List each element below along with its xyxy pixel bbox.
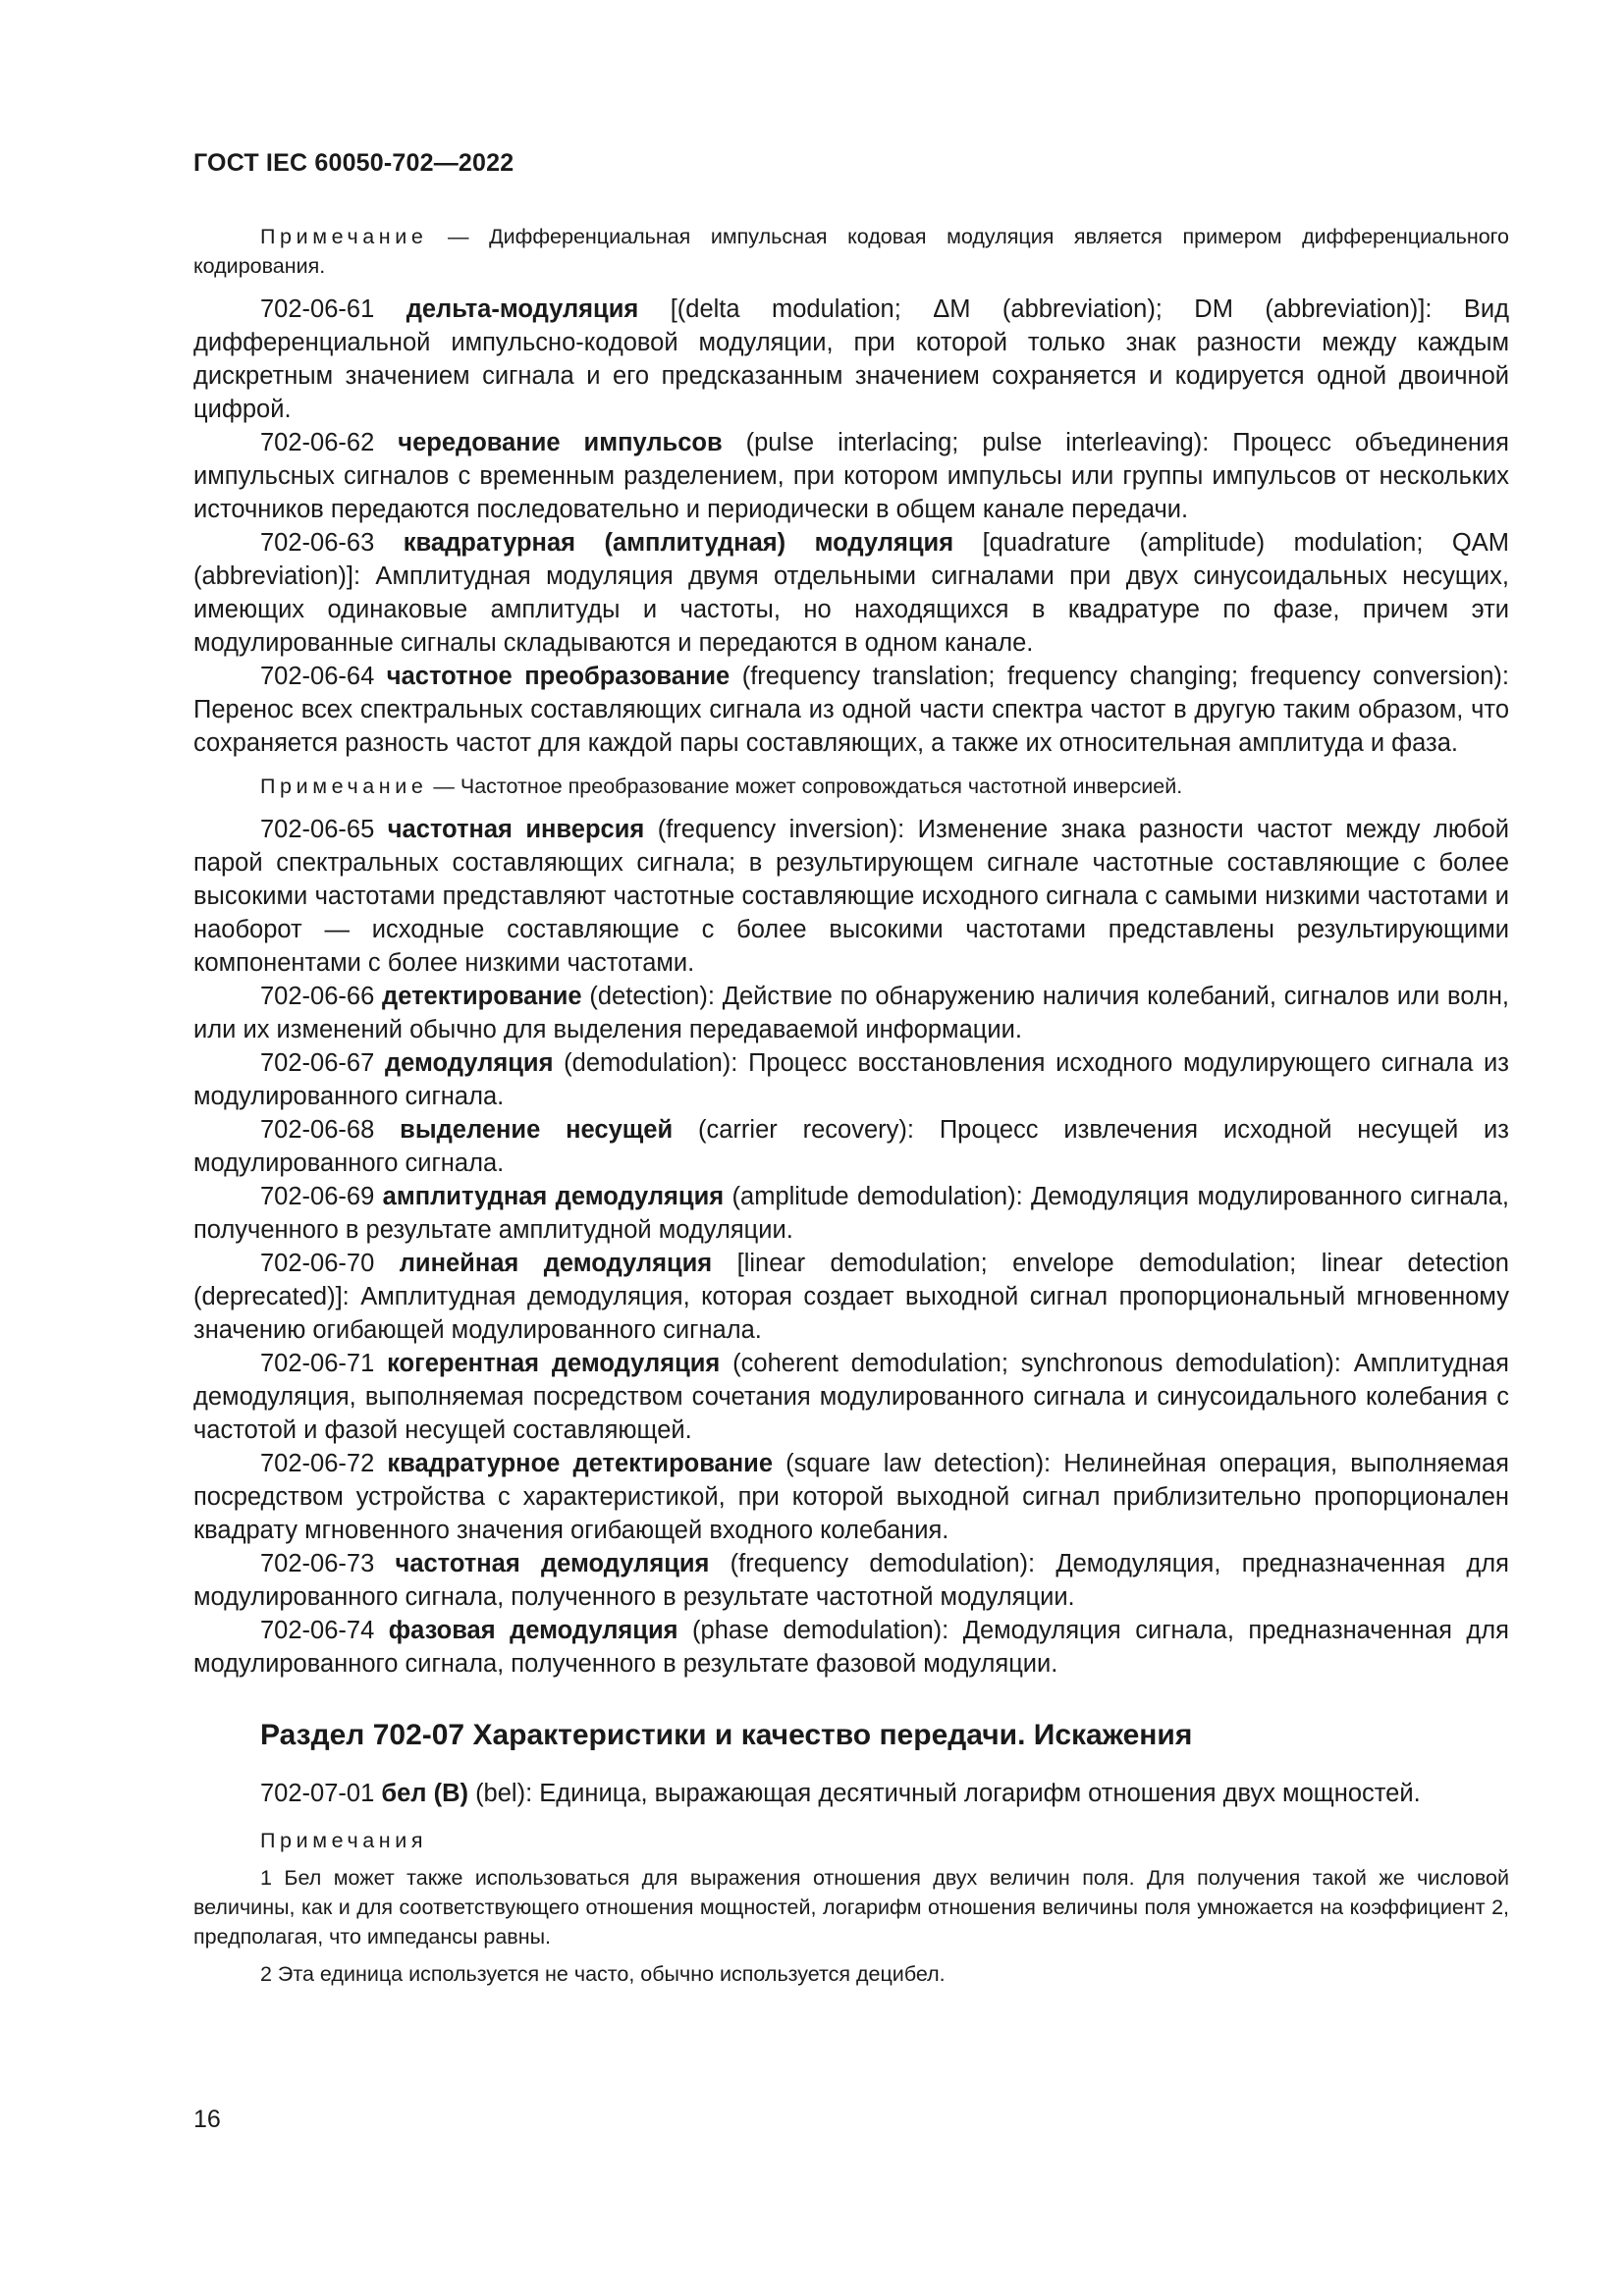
term-definition: (demodulation): Процесс восстановления исходного модулирующего сигнала из модулированного сигнала. (193, 1049, 1509, 1110)
term-entry-702-06-74 (193, 1614, 1509, 1681)
section-heading: Раздел 702-07 Характеристики и качество передачи. Искажения (260, 1719, 1193, 1751)
term-number: 702-06-71 (260, 1350, 375, 1377)
term-definition: (phase demodulation): Демодуляция сигнала, предназначенная для модулированного сигнала, полученного в результате фазовой модуляции. (193, 1617, 1509, 1678)
term-definition: (carrier recovery): Процесс извлечения исходной несущей из модулированного сигнала. (193, 1116, 1509, 1177)
term-name: выделение несущей (400, 1116, 674, 1144)
term-entry-702-06-71 (193, 1347, 1509, 1447)
term-entry-702-06-72 (193, 1447, 1509, 1547)
term-definition: [(delta modulation; ΔM (abbreviation); DM (abbreviation)]: Вид дифференциальной импульсно-кодовой модуляции, при которой только знак разности между каждым дискретным значением сигнала и его предсказанным значением сохраняется и кодируется одной двоичной цифрой. (193, 295, 1509, 423)
notes-item: 2 Эта единица используется не часто, обычно используется децибел. (260, 1962, 946, 1986)
term-definition: (amplitude demodulation): Демодуляция модулированного сигнала, полученного в результате амплитудной модуляции. (193, 1183, 1509, 1244)
term-name: частотная инверсия (387, 816, 645, 843)
term-entry-702-06-69 (193, 1180, 1509, 1247)
term-entry-702-06-70 (193, 1247, 1509, 1347)
term-entry-702-06-62 (193, 426, 1509, 526)
term-name: амплитудная демодуляция (382, 1183, 725, 1210)
term-entry-702-06-65 (193, 813, 1509, 980)
term-number: 702-06-68 (260, 1116, 375, 1144)
term-number: 702-06-63 (260, 529, 375, 557)
term-name: когерентная демодуляция (387, 1350, 721, 1377)
term-definition: (detection): Действие по обнаружению наличия колебаний, сигналов или волн, или их изменений обычно для выделения передаваемой информации. (193, 983, 1509, 1043)
term-definition: (pulse interlacing; pulse interleaving): Процесс объединения импульсных сигналов с временным разделением, при котором импульсы или группы импульсов от нескольких источников передаются последовательно и периодически в общем канале передачи. (193, 429, 1509, 523)
term-number: 702-07-01 (260, 1780, 375, 1807)
term-definition: [linear demodulation; envelope demodulation; linear detection (deprecated)]: Амплитудная демодуляция, которая создает выходной сигнал пропорциональный мгновенному значению огибающей модулированного сигнала. (193, 1250, 1509, 1344)
term-entry-702-06-66 (193, 980, 1509, 1046)
term-entry-702-07-01 (193, 1777, 1509, 1810)
term-name: частотная демодуляция (395, 1550, 710, 1577)
notes-heading: Примечания (260, 1829, 428, 1852)
term-definition: (frequency demodulation): Демодуляция, предназначенная для модулированного сигнала, полученного в результате частотной модуляции. (193, 1550, 1509, 1611)
term-number: 702-06-69 (260, 1183, 375, 1210)
notes-item: 1 Бел может также использоваться для выражения отношения двух величин поля. Для получения такой же числовой величины, как и для соответствующего отношения мощностей, логарифм отношения величины поля умножается на коэффициент 2, предполагая, что импедансы равны. (193, 1866, 1509, 1949)
term-definition: [quadrature (amplitude) modulation; QAM (abbreviation)]: Амплитудная модуляция двумя отдельными сигналами при двух синусоидальных несущих, имеющих одинаковые амплитуды и частоты, но находящихся в квадратуре по фазе, причем эти модулированные сигналы складываются и передаются в одном канале. (193, 529, 1509, 657)
term-name: чередование импульсов (398, 429, 723, 456)
term-name: фазовая демодуляция (388, 1617, 678, 1644)
term-definition: (coherent demodulation; synchronous demodulation): Амплитудная демодуляция, выполняемая посредством сочетания модулированного сигнала и синусоидального колебания с частотой и фазой несущей составляющей. (193, 1350, 1509, 1444)
term-name: линейная демодуляция (399, 1250, 713, 1277)
term-definition: (square law detection): Нелинейная операция, выполняемая посредством устройства с характеристикой, при которой выходной сигнал приблизительно пропорционален квадрату мгновенного значения огибающей входного колебания. (193, 1450, 1509, 1544)
term-name: квадратурное детектирование (387, 1450, 774, 1477)
document-header: ГОСТ IEC 60050-702—2022 (193, 149, 514, 177)
note-paragraph (193, 772, 1509, 801)
term-entry-702-06-61 (193, 293, 1509, 426)
term-name: частотное преобразование (386, 663, 731, 690)
term-entry-702-06-63 (193, 526, 1509, 660)
note-label: Примечание (260, 225, 428, 248)
note-text: — Дифференциальная импульсная кодовая модуляция является примером дифференциального кодирования. (193, 225, 1509, 278)
term-entry-702-06-67 (193, 1046, 1509, 1113)
term-number: 702-06-72 (260, 1450, 375, 1477)
note-label: Примечание (260, 774, 428, 798)
term-name: детектирование (382, 983, 582, 1010)
term-number: 702-06-67 (260, 1049, 375, 1077)
term-number: 702-06-64 (260, 663, 375, 690)
note-text: — Частотное преобразование может сопровождаться частотной инверсией. (427, 774, 1183, 798)
term-definition: (bel): Единица, выражающая десятичный логарифм отношения двух мощностей. (467, 1780, 1421, 1807)
term-number: 702-06-62 (260, 429, 375, 456)
term-name: демодуляция (385, 1049, 554, 1077)
term-name: бел (B) (381, 1780, 468, 1807)
term-entry-702-06-68 (193, 1113, 1509, 1180)
term-number: 702-06-61 (260, 295, 375, 323)
term-number: 702-06-66 (260, 983, 375, 1010)
term-name: квадратурная (амплитудная) модуляция (403, 529, 954, 557)
page-number: 16 (193, 2106, 221, 2133)
term-entry-702-06-73 (193, 1547, 1509, 1614)
note-paragraph (193, 222, 1509, 281)
term-entry-702-06-64 (193, 660, 1509, 760)
document-body (193, 222, 1509, 1989)
term-definition: (frequency translation; frequency changing; frequency conversion): Перенос всех спектральных составляющих сигнала из одной части спектра частот в другую таким образом, что сохраняется разность частот для каждой пары составляющих, а также их относительная амплитуда и фаза. (193, 663, 1509, 757)
term-name: дельта-модуляция (406, 295, 639, 323)
term-number: 702-06-73 (260, 1550, 375, 1577)
term-number: 702-06-70 (260, 1250, 375, 1277)
term-number: 702-06-65 (260, 816, 375, 843)
term-definition: (frequency inversion): Изменение знака разности частот между любой парой спектральных составляющих сигнала; в результирующем сигнале частотные составляющие с более высокими частотами представляют частотные составляющие исходного сигнала с самыми низкими частотами и наоборот — исходные составляющие с более высокими частотами представлены результирующими компонентами с более низкими частотами. (193, 816, 1509, 977)
term-number: 702-06-74 (260, 1617, 375, 1644)
